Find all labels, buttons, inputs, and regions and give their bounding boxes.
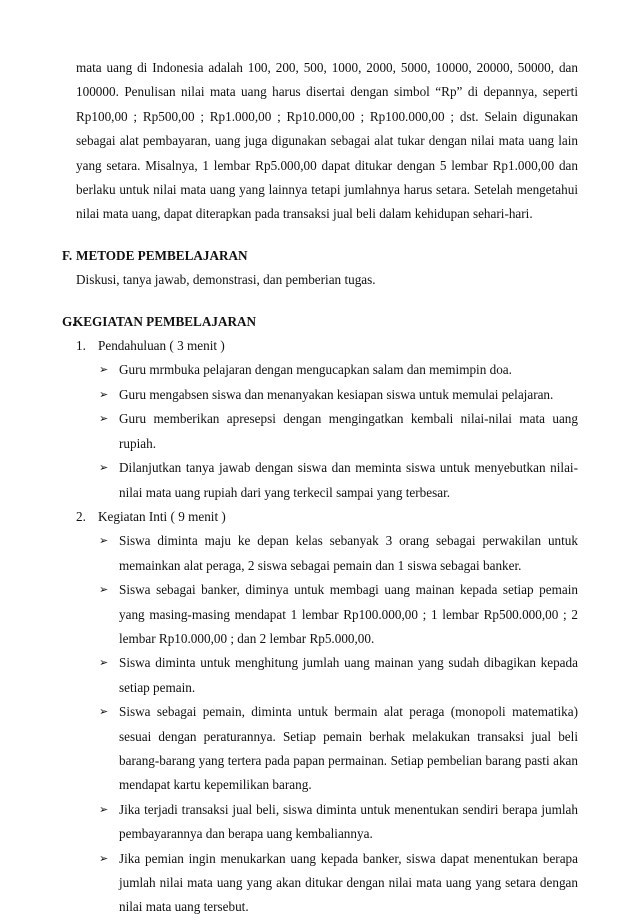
list-item: ➢ Guru memberikan apresepsi dengan mengingatkan kembali nilai-nilai mata uang rupiah.	[99, 407, 578, 456]
arrow-bullet-icon: ➢	[99, 656, 109, 670]
list-item: ➢ Siswa sebagai banker, diminya untuk membagi uang mainan kepada setiap pemain yang masing-masing mendapat 1 lembar Rp100.000,00 ; 1 lembar Rp500.000,00 ; 2 lembar Rp10.000,00 ; dan 2 lembar Rp5.000,00.	[99, 578, 578, 651]
section-f-body: Diskusi, tanya jawab, demonstrasi, dan pemberian tugas.	[76, 272, 376, 288]
list-item: ➢ Guru mrmbuka pelajaran dengan mengucapkan salam dan memimpin doa.	[99, 358, 578, 382]
list-item: ➢ Siswa diminta untuk menghitung jumlah uang mainan yang sudah dibagikan kepada setiap pemain.	[99, 651, 578, 700]
list-item: ➢ Dilanjutkan tanya jawab dengan siswa dan meminta siswa untuk menyebutkan nilai-nilai mata uang rupiah dari yang terkecil sampai yang terbesar.	[99, 456, 578, 505]
arrow-bullet-icon: ➢	[99, 583, 109, 597]
activity-title: Kegiatan Inti ( 9 menit )	[98, 508, 226, 524]
activity-number: 2.	[76, 508, 86, 524]
list-item: ➢ Jika pemian ingin menukarkan uang kepada banker, siswa dapat menentukan berapa jumlah nilai mata uang yang akan ditukar dengan nilai mata uang yang setara dengan nilai mata uang tersebut.	[99, 847, 578, 920]
arrow-bullet-icon: ➢	[99, 387, 109, 401]
activity-item-kegiatan-inti	[62, 505, 578, 529]
section-g-title: KEGIATAN PEMBELAJARAN	[73, 313, 257, 329]
section-g-heading	[62, 310, 578, 334]
list-item: ➢ Siswa diminta maju ke depan kelas sebanyak 3 orang sebagai perwakilan untuk memainkan alat peraga, 2 siswa sebagai pemain dan 1 siswa sebagai banker.	[99, 529, 578, 578]
arrow-bullet-icon: ➢	[99, 705, 109, 719]
section-g-letter: G.	[62, 313, 76, 329]
list-item: ➢ Jika terjadi transaksi jual beli, siswa diminta untuk menentukan sendiri berapa jumlah pembayarannya dan berapa uang kembaliannya.	[99, 798, 578, 847]
arrow-bullet-icon: ➢	[99, 363, 109, 377]
arrow-bullet-icon: ➢	[99, 412, 109, 426]
list-item: ➢ Siswa sebagai pemain, diminta untuk bermain alat peraga (monopoli matematika) sesuai dengan peraturannya. Setiap pemain berhak melakukan transaksi jual beli barang-barang yang tertera pada papan permainan. Setiap pembelian barang pasti akan mendapat kartu kepemilikan barang.	[99, 700, 578, 798]
section-f-title: METODE PEMBELAJARAN	[76, 247, 248, 263]
arrow-bullet-icon: ➢	[99, 534, 109, 548]
arrow-bullet-icon: ➢	[99, 461, 109, 475]
intro-paragraph	[62, 56, 578, 227]
section-f-heading	[62, 244, 578, 268]
activity-number: 1.	[76, 338, 86, 354]
arrow-bullet-icon: ➢	[99, 802, 109, 816]
bullet-list-kegiatan-inti	[62, 529, 578, 920]
activity-item-pendahuluan	[62, 334, 578, 358]
activity-title: Pendahuluan ( 3 menit )	[98, 338, 225, 354]
bullet-list-pendahuluan	[62, 358, 578, 504]
intro-text: mata uang di Indonesia adalah 100, 200, 500, 1000, 2000, 5000, 10000, 20000, 50000, dan 100000. Penulisan nilai mata uang harus disertai dengan simbol “Rp” di depannya, seperti Rp100,00 ; Rp500,00 ; Rp1.000,00 ; Rp10.000,00 ; Rp100.000,00 ; dst. Selain digunakan sebagai alat pembayaran, uang juga digunakan sebagai alat tukar dengan nilai mata uang lain yang setara. Misalnya, 1 lembar Rp5.000,00 dapat ditukar dengan 5 lembar Rp1.000,00 dan berlaku untuk nilai mata uang yang lainnya tetapi jumlahnya harus setara. Setelah mengetahui nilai mata uang, dapat diterapkan pada transaksi jual beli dalam kehidupan sehari-hari.	[76, 60, 578, 222]
list-item: ➢ Guru mengabsen siswa dan menanyakan kesiapan siswa untuk memulai pelajaran.	[99, 383, 578, 407]
arrow-bullet-icon: ➢	[99, 851, 109, 865]
section-f-letter: F.	[62, 247, 73, 263]
